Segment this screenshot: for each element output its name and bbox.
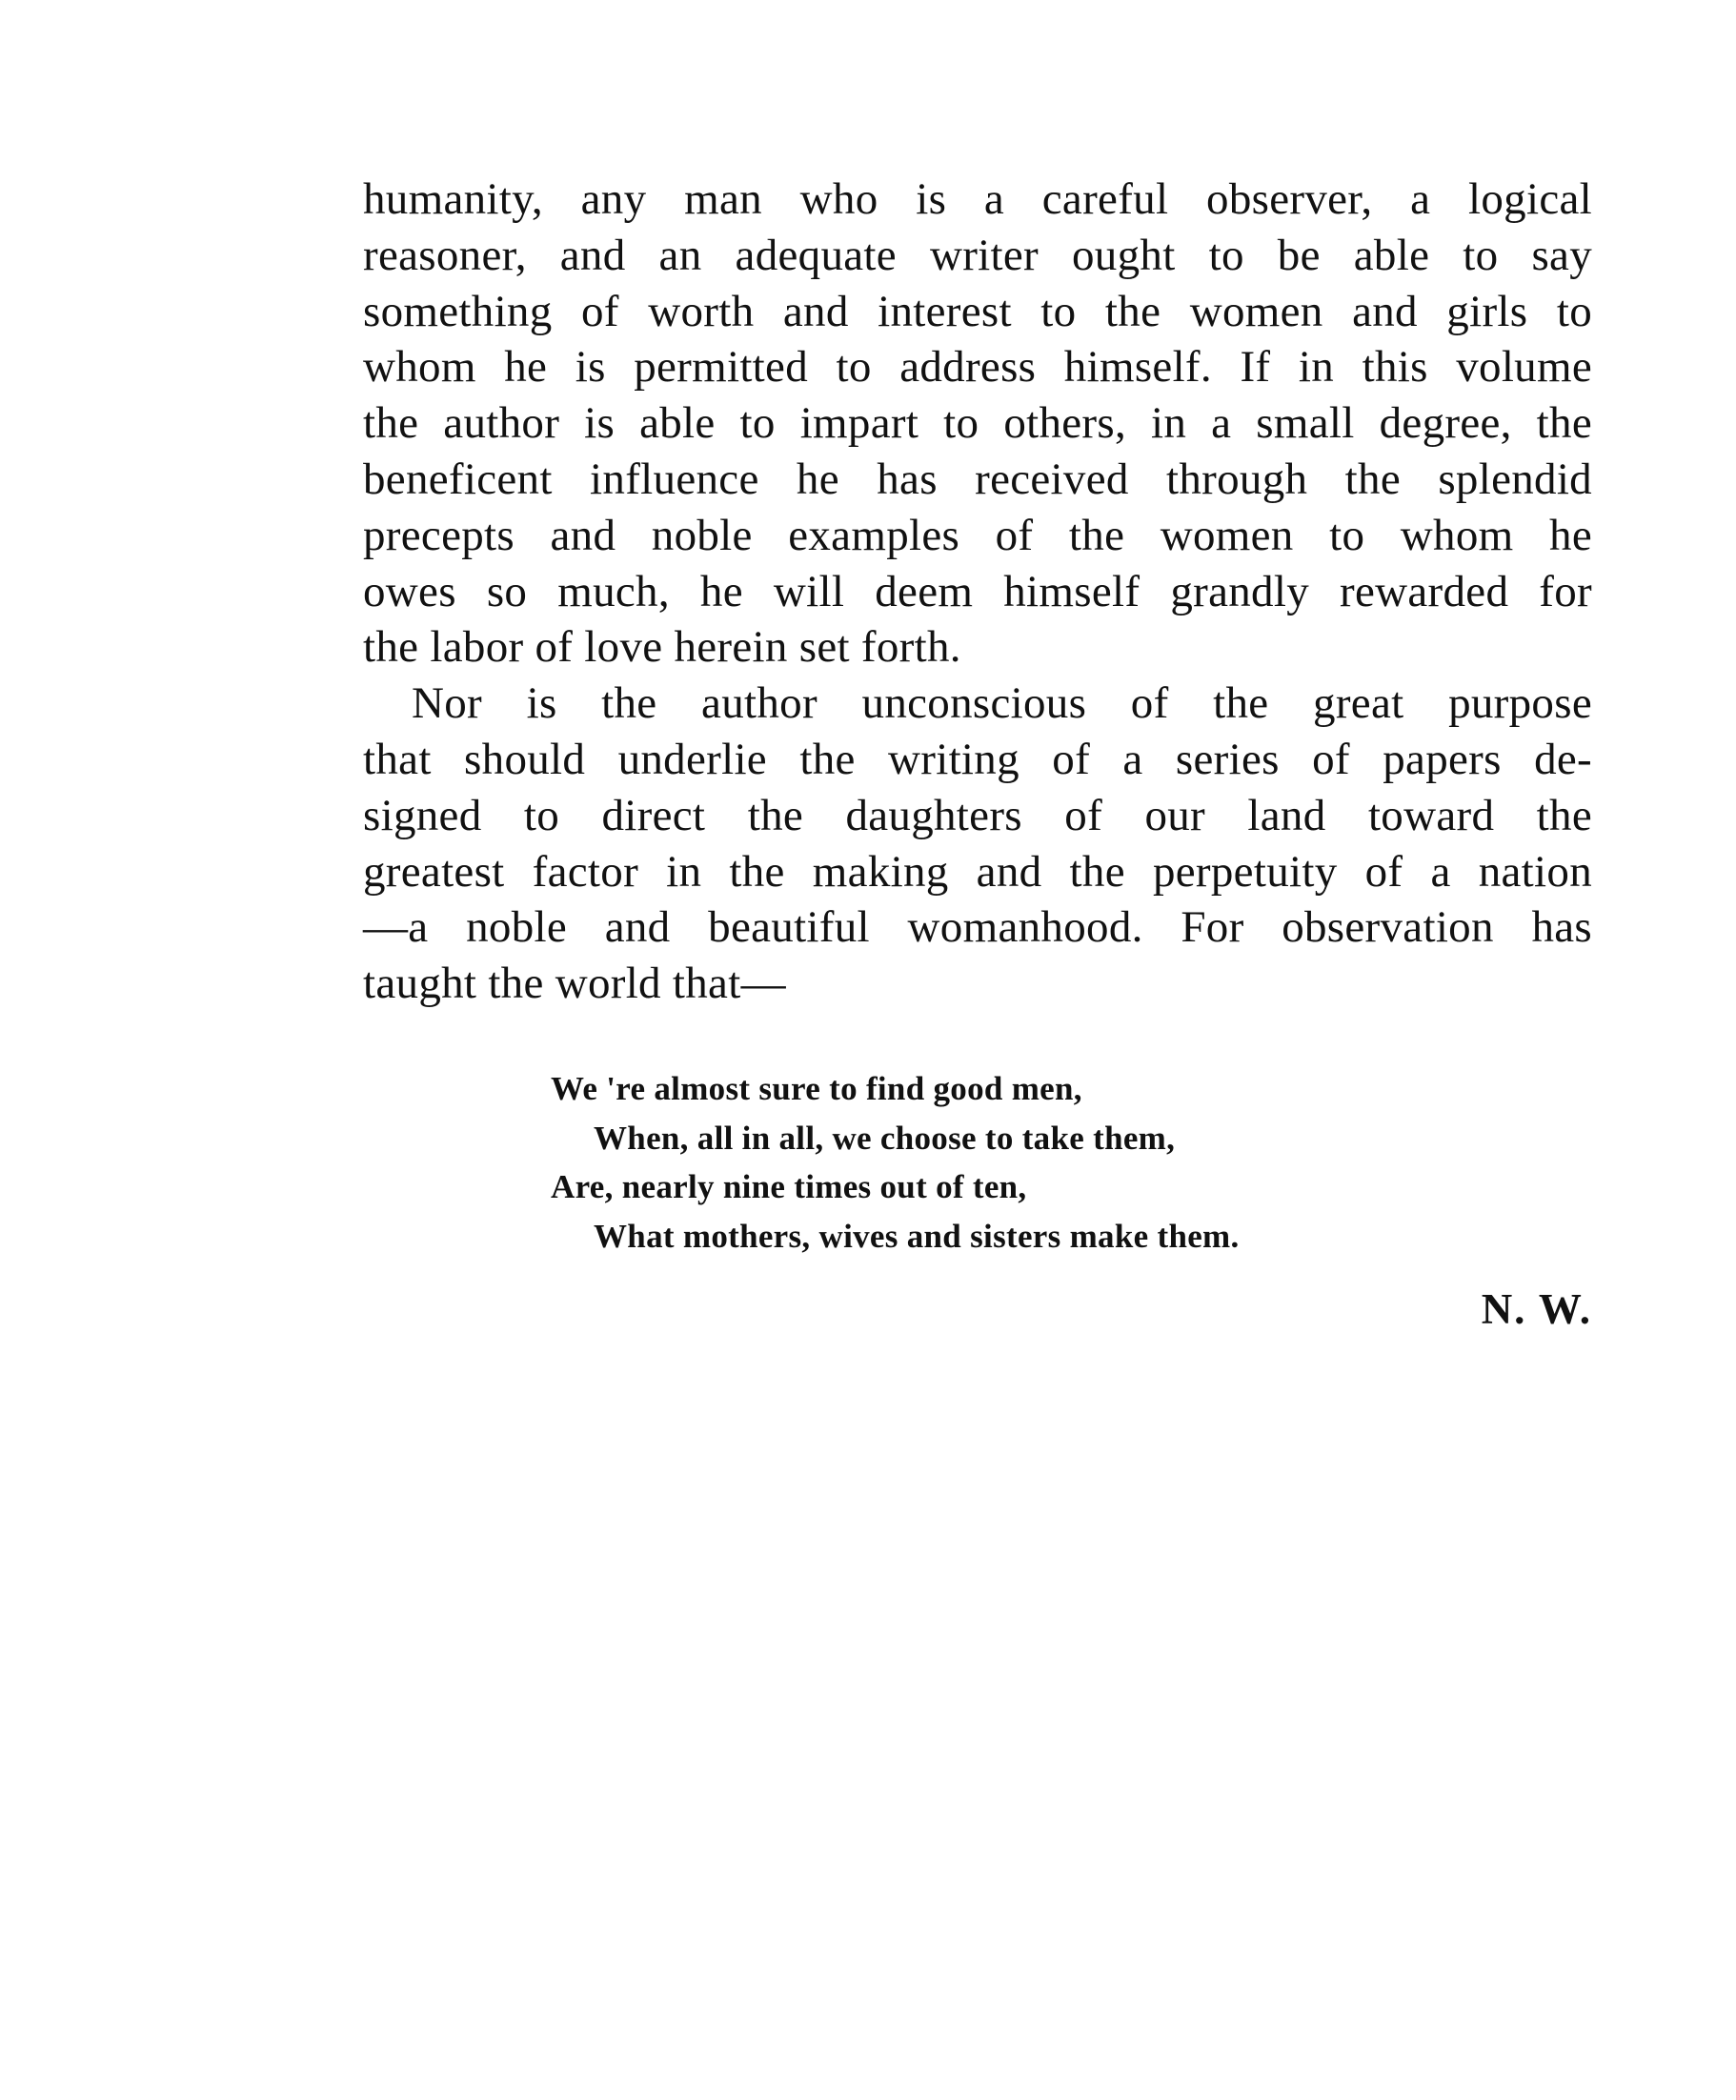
preface-text — [363, 172, 1592, 1012]
text-line: the author is able to impart to others, in a small degree, the — [363, 398, 1592, 449]
text-line: —a noble and beautiful womanhood. For observation has — [363, 902, 1592, 953]
verse-quote — [551, 1064, 1240, 1261]
verse-line: When, all in all, we choose to take them, — [594, 1119, 1176, 1157]
text-line: Nor is the author unconscious of the great purpose — [412, 678, 1592, 729]
author-signature: N. W. — [1481, 1285, 1592, 1333]
text-line: beneficent influence he has received through the splendid — [363, 454, 1592, 504]
text-line: the labor of love herein set forth. — [363, 622, 961, 673]
text-line: that should underlie the writing of a series of papers de- — [363, 734, 1592, 784]
text-line: reasoner, and an adequate writer ought to be able to say — [363, 230, 1592, 280]
text-line: whom he is permitted to address himself. If in this volume — [363, 342, 1592, 393]
text-line: greatest factor in the making and the perpetuity of a nation — [363, 846, 1592, 897]
text-line: something of worth and interest to the women and girls to — [363, 286, 1592, 336]
text-line: precepts and noble examples of the women to whom he — [363, 510, 1592, 560]
verse-line: What mothers, wives and sisters make them. — [594, 1217, 1240, 1255]
text-line: humanity, any man who is a careful observer, a logical — [363, 174, 1592, 224]
text-line: owes so much, he will deem himself grandly rewarded for — [363, 566, 1592, 616]
verse-line: Are, nearly nine times out of ten, — [551, 1168, 1027, 1205]
text-line: taught the world that— — [363, 959, 786, 1009]
verse-line: We 're almost sure to find good men, — [551, 1070, 1082, 1107]
text-line: signed to direct the daughters of our land toward the — [363, 790, 1592, 840]
